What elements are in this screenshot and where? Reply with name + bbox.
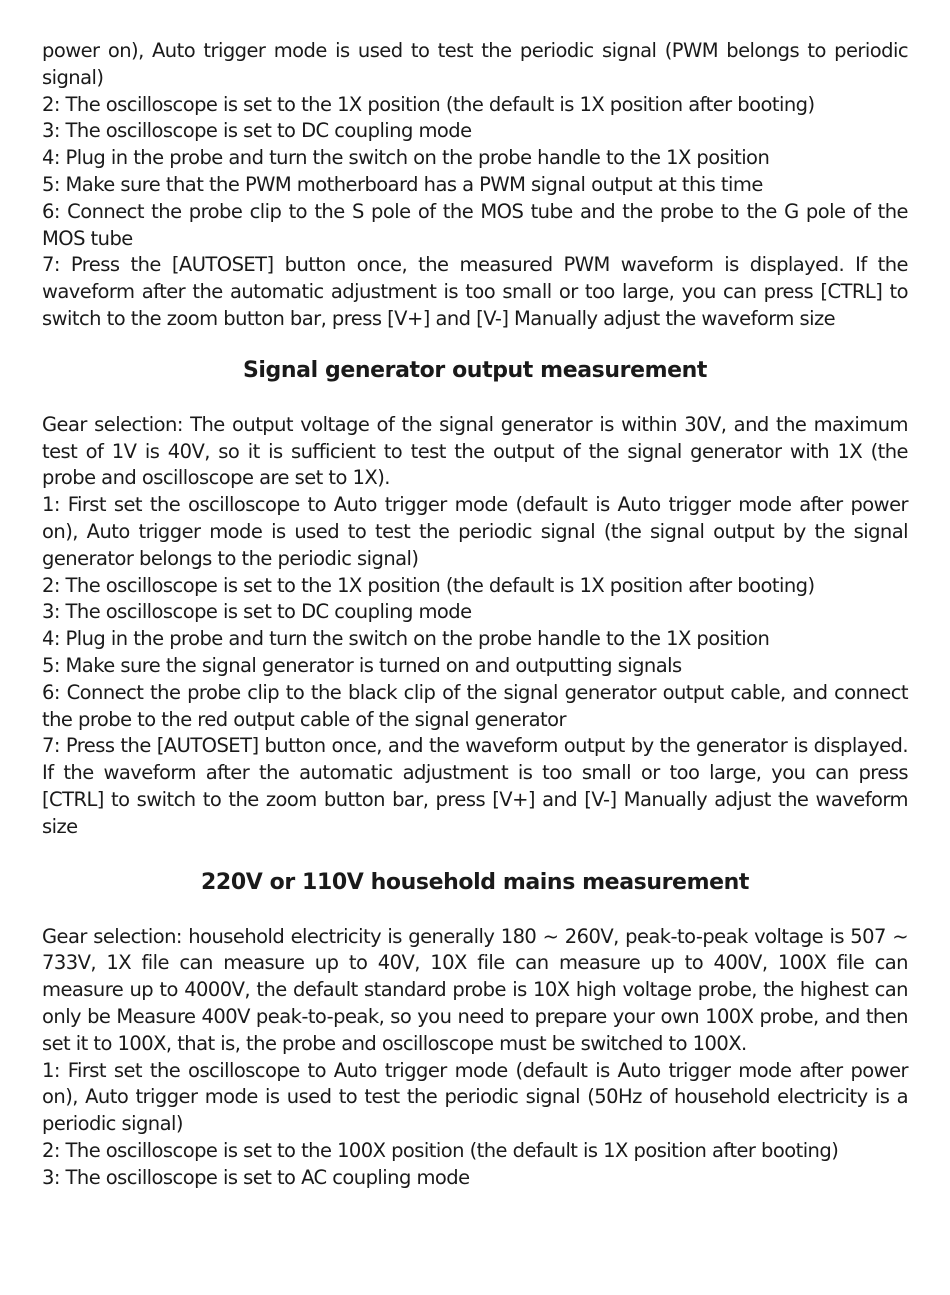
paragraph: 3: The oscilloscope is set to DC coupling mode [42,119,472,143]
manual-page [42,38,908,1191]
mains-section [42,924,908,1192]
intro-steps [42,38,908,333]
section-heading-signal-generator: Signal generator output measurement [242,357,708,383]
paragraph: 2: The oscilloscope is set to the 100X position (the default is 1X position after booting) [42,1138,839,1162]
paragraph: Gear selection: The output voltage of the signal generator is within 30V, and the maximum test of 1V is 40V, so it is sufficient to test the output of the signal generator with 1X (the probe and oscilloscope are set to 1X). [42,412,908,490]
paragraph: 3: The oscilloscope is set to DC coupling mode [42,600,472,624]
paragraph: Gear selection: household electricity is generally 180 ~ 260V, peak-to-peak voltage is 507 ~ 733V, 1X file can measure up to 40V, 10X file can measure up to 400V, 100X file can measure up to 4000V, the default standard probe is 10X high voltage probe, the highest can only be Measure 400V peak-to-peak, so you need to prepare your own 100X probe, and then set it to 100X, that is, the probe and oscilloscope must be switched to 100X. [42,924,908,1055]
paragraph: 7: Press the [AUTOSET] button once, the measured PWM waveform is displayed. If the waveform after the automatic adjustment is too small or too large, you can press [CTRL] to switch to the zoom button bar, press [V+] and [V-] Manually adjust the waveform size [42,253,908,330]
paragraph: 6: Connect the probe clip to the black clip of the signal generator output cable, and connect the probe to the red output cable of the signal generator [42,680,908,731]
paragraph: 2: The oscilloscope is set to the 1X position (the default is 1X position after booting) [42,573,815,597]
paragraph: 3: The oscilloscope is set to AC coupling mode [42,1165,470,1189]
signal-generator-section [42,412,908,841]
paragraph: 4: Plug in the probe and turn the switch on the probe handle to the 1X position [42,146,770,170]
paragraph: power on), Auto trigger mode is used to test the periodic signal (PWM belongs to periodic signal) [42,39,908,89]
paragraph: 1: First set the oscilloscope to Auto trigger mode (default is Auto trigger mode after power on), Auto trigger mode is used to test the periodic signal (the signal output by the signal generator belongs to the periodic signal) [42,493,908,570]
paragraph: 5: Make sure that the PWM motherboard has a PWM signal output at this time [42,172,763,196]
paragraph: 5: Make sure the signal generator is turned on and outputting signals [42,653,682,677]
paragraph: 1: First set the oscilloscope to Auto trigger mode (default is Auto trigger mode after power on), Auto trigger mode is used to test the periodic signal (50Hz of household electricity is a periodic signal) [42,1058,908,1136]
section-heading-mains: 220V or 110V household mains measurement [201,869,749,895]
paragraph: 2: The oscilloscope is set to the 1X position (the default is 1X position after booting) [42,92,815,116]
paragraph: 4: Plug in the probe and turn the switch on the probe handle to the 1X position [42,627,770,651]
paragraph: 6: Connect the probe clip to the S pole of the MOS tube and the probe to the G pole of the MOS tube [42,199,908,250]
paragraph: 7: Press the [AUTOSET] button once, and the waveform output by the generator is displayed. If the waveform after the automatic adjustment is too small or too large, you can press [CTRL] to switch to the zoom button bar, press [V+] and [V-] Manually adjust the waveform size [42,734,908,838]
